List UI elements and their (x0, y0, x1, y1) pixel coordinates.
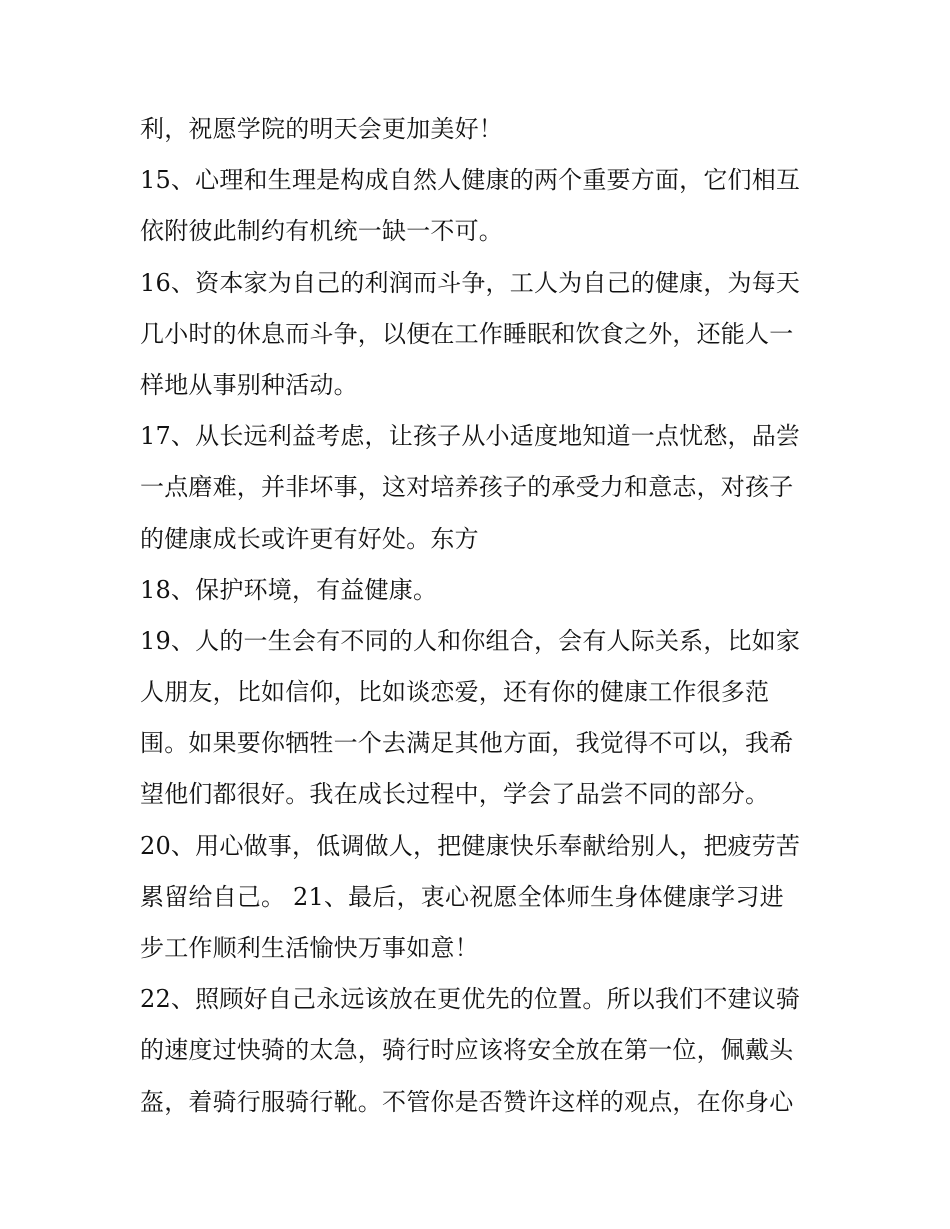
text-line: 的速度过快骑的太急，骑行时应该将安全放在第一位，佩戴头 (140, 1036, 794, 1065)
text-line: 15、心理和生理是构成自然人健康的两个重要方面，它们相互 (140, 166, 801, 195)
text-line: 望他们都很好。我在成长过程中，学会了品尝不同的部分。 (140, 780, 770, 809)
document-body (140, 104, 820, 1128)
text-line: 利，祝愿学院的明天会更加美好！ (140, 115, 503, 143)
text-line: 的健康成长或许更有好处。东方 (140, 524, 479, 553)
text-line: 步工作顺利生活愉快万事如意！ (140, 934, 479, 962)
text-line: 依附彼此制约有机统一缺一不可。 (140, 217, 503, 246)
text-line: 16、资本家为自己的利润而斗争，工人为自己的健康，为每天 (140, 268, 801, 297)
text-line: 累留给自己。 21、最后，衷心祝愿全体师生身体健康学习进 (140, 882, 784, 911)
text-line: 17、从长远利益考虑，让孩子从小适度地知道一点忧愁，品尝 (140, 422, 801, 451)
text-line: 围。如果要你牺牲一个去满足其他方面，我觉得不可以，我希 (140, 729, 794, 758)
text-line: 18、保护环境，有益健康。 (140, 575, 438, 604)
text-line: 人朋友，比如信仰，比如谈恋爱，还有你的健康工作很多范 (140, 678, 770, 707)
text-line: 盔，着骑行服骑行靴。不管你是否赞许这样的观点，在你身心 (140, 1087, 794, 1116)
text-line: 22、照顾好自己永远该放在更优先的位置。所以我们不建议骑 (140, 985, 801, 1014)
text-line: 样地从事别种活动。 (140, 370, 358, 399)
text-line: 19、人的一生会有不同的人和你组合，会有人际关系，比如家 (140, 626, 801, 655)
text-line: 20、用心做事，低调做人，把健康快乐奉献给别人，把疲劳苦 (140, 831, 801, 860)
text-line: 几小时的休息而斗争，以便在工作睡眠和饮食之外，还能人一 (140, 319, 794, 348)
text-line: 一点磨难，并非坏事，这对培养孩子的承受力和意志，对孩子 (140, 473, 794, 502)
